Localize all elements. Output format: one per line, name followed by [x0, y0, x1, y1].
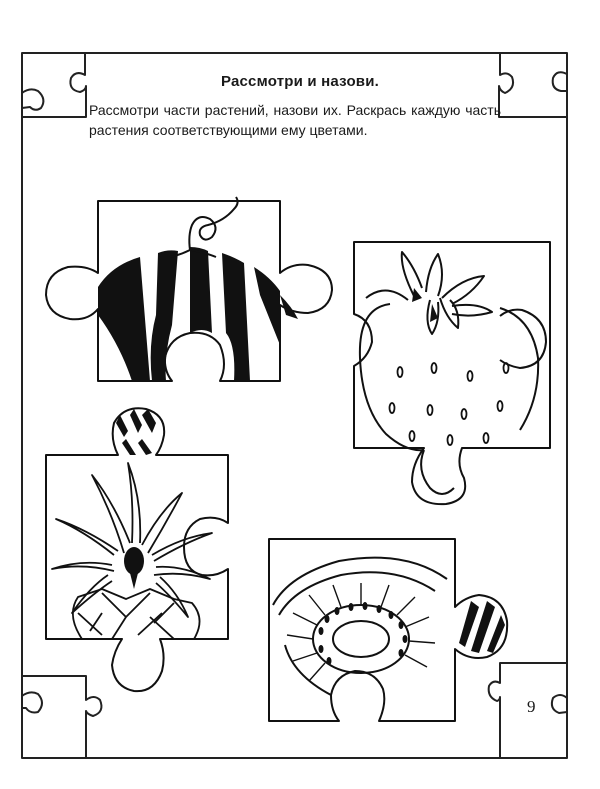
- page-number: 9: [527, 697, 536, 716]
- strawberry-piece[interactable]: [350, 238, 555, 510]
- instruction-text: Рассмотри части растений, назови их. Раскрась каждую часть растения соответствующими ему цветами.: [89, 102, 501, 138]
- page-title: Рассмотри и назови.: [220, 73, 380, 90]
- watermelon-piece[interactable]: [40, 195, 340, 385]
- pineapple-piece[interactable]: [42, 403, 232, 695]
- kiwi-piece[interactable]: [265, 535, 515, 725]
